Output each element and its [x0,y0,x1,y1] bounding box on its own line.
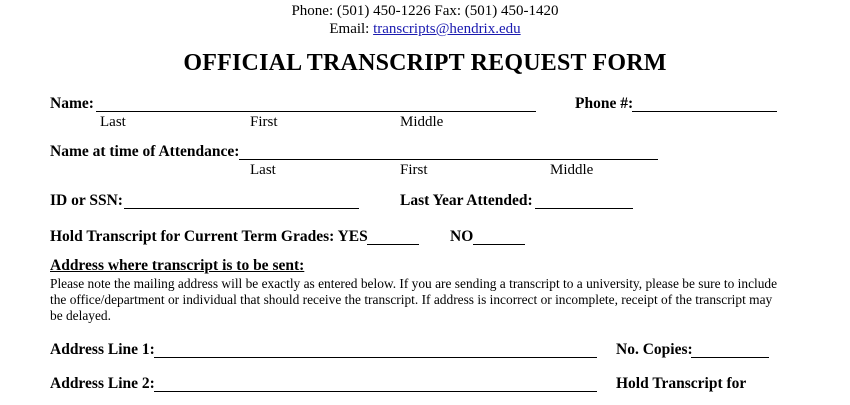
attendance-name-label: Name at time of Attendance: [50,143,240,160]
copies-input[interactable] [691,357,769,358]
hold-grades-yes-input[interactable] [367,244,419,245]
email-link[interactable]: transcripts@hendrix.edu [373,21,521,37]
name-input[interactable] [96,111,536,112]
last-year-input[interactable] [535,208,633,209]
form-title: OFFICIAL TRANSCRIPT REQUEST FORM [183,50,667,76]
name-sub-first: First [250,114,278,130]
name-sub-middle: Middle [400,114,444,130]
address-line2-label: Address Line 2: [50,375,155,392]
copies-label: No. Copies: [616,341,693,358]
id-label: ID or SSN: [50,192,123,209]
address-line1-input[interactable] [154,357,597,358]
email-label: Email: [329,21,370,37]
hold-grades-no-input[interactable] [473,244,525,245]
attendance-name-input[interactable] [239,159,658,160]
hold-grades-no-label: NO [450,228,474,245]
hold-grades-label: Hold Transcript for Current Term Grades: YES [50,228,368,245]
phone-label: Phone #: [575,95,634,112]
contact-email-row [0,21,850,38]
attendance-sub-first: First [400,162,428,178]
attendance-sub-middle: Middle [550,162,594,178]
contact-phone-fax: Phone: (501) 450-1226 Fax: (501) 450-1420 [291,3,559,19]
address-heading: Address where transcript is to be sent: [50,257,305,274]
name-sub-last: Last [100,114,126,130]
name-label: Name: [50,95,94,112]
address-note: Please note the mailing address will be exactly as entered below. If you are sending a transcript to a university, please be sure to include the office/department or individual that should receive the transcript. If address is incorrect or incomplete, receipt of the transcript may be delayed. [50,276,778,323]
attendance-sub-last: Last [250,162,276,178]
address-line2-input[interactable] [154,391,597,392]
hold-transcript-label: Hold Transcript for [616,375,747,392]
id-input[interactable] [124,208,359,209]
phone-input[interactable] [632,111,777,112]
last-year-label: Last Year Attended: [400,192,533,209]
address-line1-label: Address Line 1: [50,341,155,358]
